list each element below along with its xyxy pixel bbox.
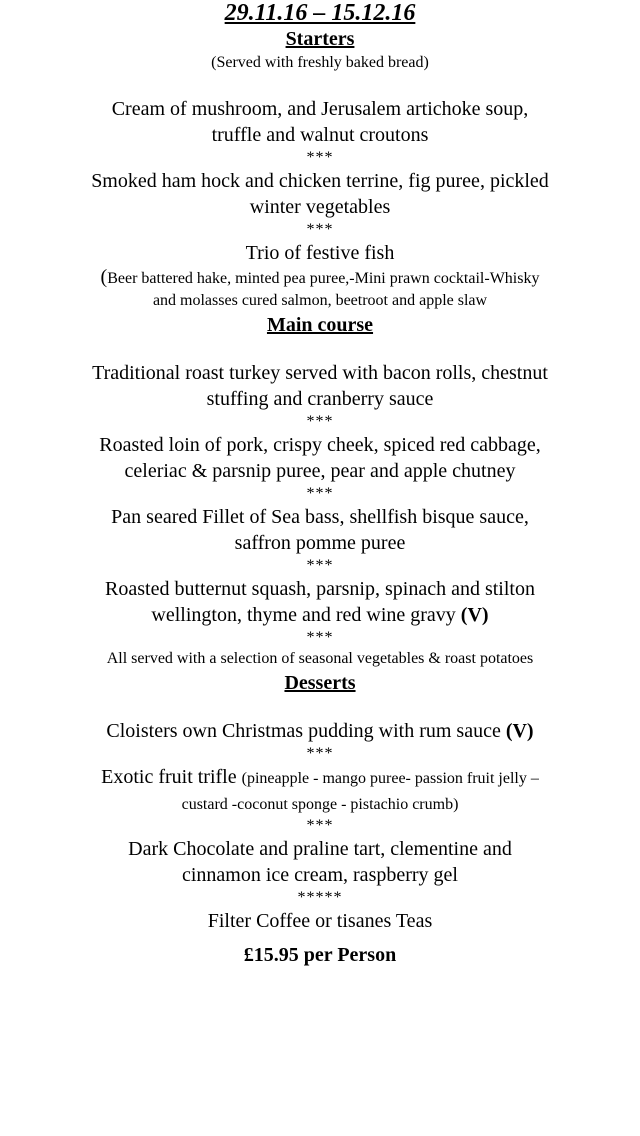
starter-item-fish: Trio of festive fish [245, 242, 395, 264]
spacer [0, 696, 640, 718]
coffee-item: Filter Coffee or tisanes Teas [207, 910, 433, 932]
main-item-seabass: Pan seared Fillet of Sea bass, shellfish bisque sauce, saffron pomme puree [111, 506, 529, 554]
dessert-item-trifle [0, 764, 640, 816]
wellington-text: Roasted butternut squash, parsnip, spinach and stilton wellington, thyme and red wine gravy [105, 578, 535, 626]
main-served-note: All served with a selection of seasonal vegetables & roast potatoes [106, 650, 534, 667]
vegetarian-mark: (V) [505, 720, 534, 742]
main-item-pork: Roasted loin of pork, crispy cheek, spiced red cabbage, celeriac & parsnip puree, pear and apple chutney [99, 434, 541, 482]
price: £15.95 per Person [243, 944, 397, 966]
paren: ( [100, 266, 108, 288]
separator: *** [306, 413, 334, 430]
spacer [0, 338, 640, 360]
starter-item-terrine: Smoked ham hock and chicken terrine, fig puree, pickled winter vegetables [91, 170, 549, 218]
separator-long: ***** [297, 889, 343, 906]
spacer [0, 934, 640, 942]
starter-item-soup: Cream of mushroom, and Jerusalem artichoke soup, truffle and walnut croutons [111, 98, 529, 146]
main-course-heading: Main course [266, 314, 374, 336]
spacer [0, 74, 640, 96]
main-item-turkey: Traditional roast turkey served with bacon rolls, chestnut stuffing and cranberry sauce [92, 362, 548, 410]
trifle-title: Exotic fruit trifle [101, 766, 237, 788]
separator: *** [306, 745, 334, 762]
separator: *** [306, 629, 334, 646]
desserts-heading: Desserts [284, 672, 356, 694]
trifle-detail: (pineapple - mango puree- passion fruit jelly – custard -coconut sponge - pistachio crumb) [181, 770, 539, 813]
date-range: 29.11.16 – 15.12.16 [224, 0, 416, 26]
separator: *** [306, 149, 334, 166]
separator: *** [306, 817, 334, 834]
starters-heading: Starters [285, 28, 355, 50]
starter-fish-detail [0, 266, 640, 312]
starters-note: (Served with freshly baked bread) [211, 54, 429, 71]
main-item-wellington [0, 576, 640, 628]
dessert-item-pudding [0, 718, 640, 744]
separator: *** [306, 485, 334, 502]
vegetarian-mark: (V) [460, 604, 489, 626]
separator: *** [306, 221, 334, 238]
pudding-text: Cloisters own Christmas pudding with rum sauce [106, 720, 501, 742]
dessert-item-tart: Dark Chocolate and praline tart, clementine and cinnamon ice cream, raspberry gel [128, 838, 512, 886]
separator: *** [306, 557, 334, 574]
fish-detail-text: Beer battered hake, minted pea puree,-Mini prawn cocktail-Whisky and molasses cured salmon, beetroot and apple slaw [107, 270, 540, 309]
